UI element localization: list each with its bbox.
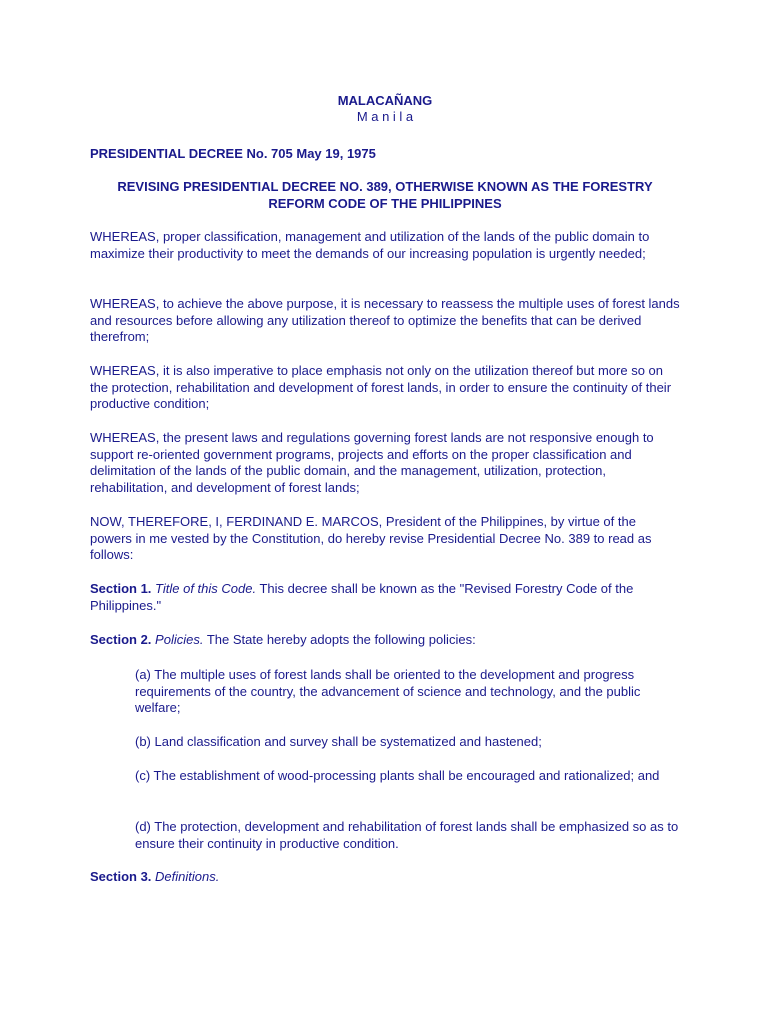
decree-subject: REVISING PRESIDENTIAL DECREE NO. 389, OTHERWISE KNOWN AS THE FORESTRY REFORM CODE OF THE PHILIPPINES: [117, 179, 653, 211]
whereas-paragraph-4: WHEREAS, the present laws and regulations governing forest lands are not responsive enough to support re-oriented government programs, projects and efforts on the proper classification and delimitation of the lands of the public domain, and the management, utilization, protection, rehabilitation, and development of forest lands;: [90, 430, 654, 495]
section-1-title: Title of this Code.: [155, 581, 257, 596]
section-2-title: Policies.: [155, 632, 204, 647]
section-1-label: Section 1.: [90, 581, 152, 596]
section-3: [90, 869, 680, 886]
section-1-text: This decree shall be known as the "Revised Forestry Code of the Philippines.": [90, 581, 634, 613]
policy-item-c: (c) The establishment of wood-processing plants shall be encouraged and rationalized; and: [135, 768, 660, 783]
section-2-label: Section 2.: [90, 632, 152, 647]
whereas-paragraph-2: WHEREAS, to achieve the above purpose, it is necessary to reassess the multiple uses of forest lands and resources before allowing any utilization thereof to optimize the benefits that can be derived therefrom;: [90, 296, 680, 344]
city-text: M a n i l a: [356, 109, 414, 124]
policy-item-d: (d) The protection, development and rehabilitation of forest lands shall be emphasized so as to ensure their continuity in productive condition.: [135, 819, 679, 851]
section-3-label: Section 3.: [90, 869, 152, 884]
section-3-title: Definitions.: [155, 869, 220, 884]
now-therefore-paragraph: NOW, THEREFORE, I, FERDINAND E. MARCOS, President of the Philippines, by virtue of the powers in me vested by the Constitution, do hereby revise Presidential Decree No. 389 to read as follows:: [90, 514, 652, 562]
decree-title: PRESIDENTIAL DECREE No. 705 May 19, 1975: [90, 146, 376, 161]
section-2: [90, 632, 680, 649]
city-heading: [90, 109, 680, 126]
section-2-text: The State hereby adopts the following policies:: [203, 632, 476, 647]
whereas-paragraph-3: WHEREAS, it is also imperative to place emphasis not only on the utilization thereof but more so on the protection, rehabilitation and development of forest lands, in order to ensure the continuity of their productive condition;: [90, 363, 672, 411]
whereas-paragraph-1: WHEREAS, proper classification, management and utilization of the lands of the public domain to maximize their productivity to meet the demands of our increasing population is urgently needed;: [90, 229, 650, 261]
policy-item-a: (a) The multiple uses of forest lands shall be oriented to the development and progress requirements of the country, the advancement of science and technology, and the public welfare;: [135, 667, 641, 715]
section-1: [90, 581, 680, 614]
policy-item-b: (b) Land classification and survey shall be systematized and hastened;: [135, 734, 542, 749]
office-heading: MALACAÑANG: [337, 93, 433, 108]
